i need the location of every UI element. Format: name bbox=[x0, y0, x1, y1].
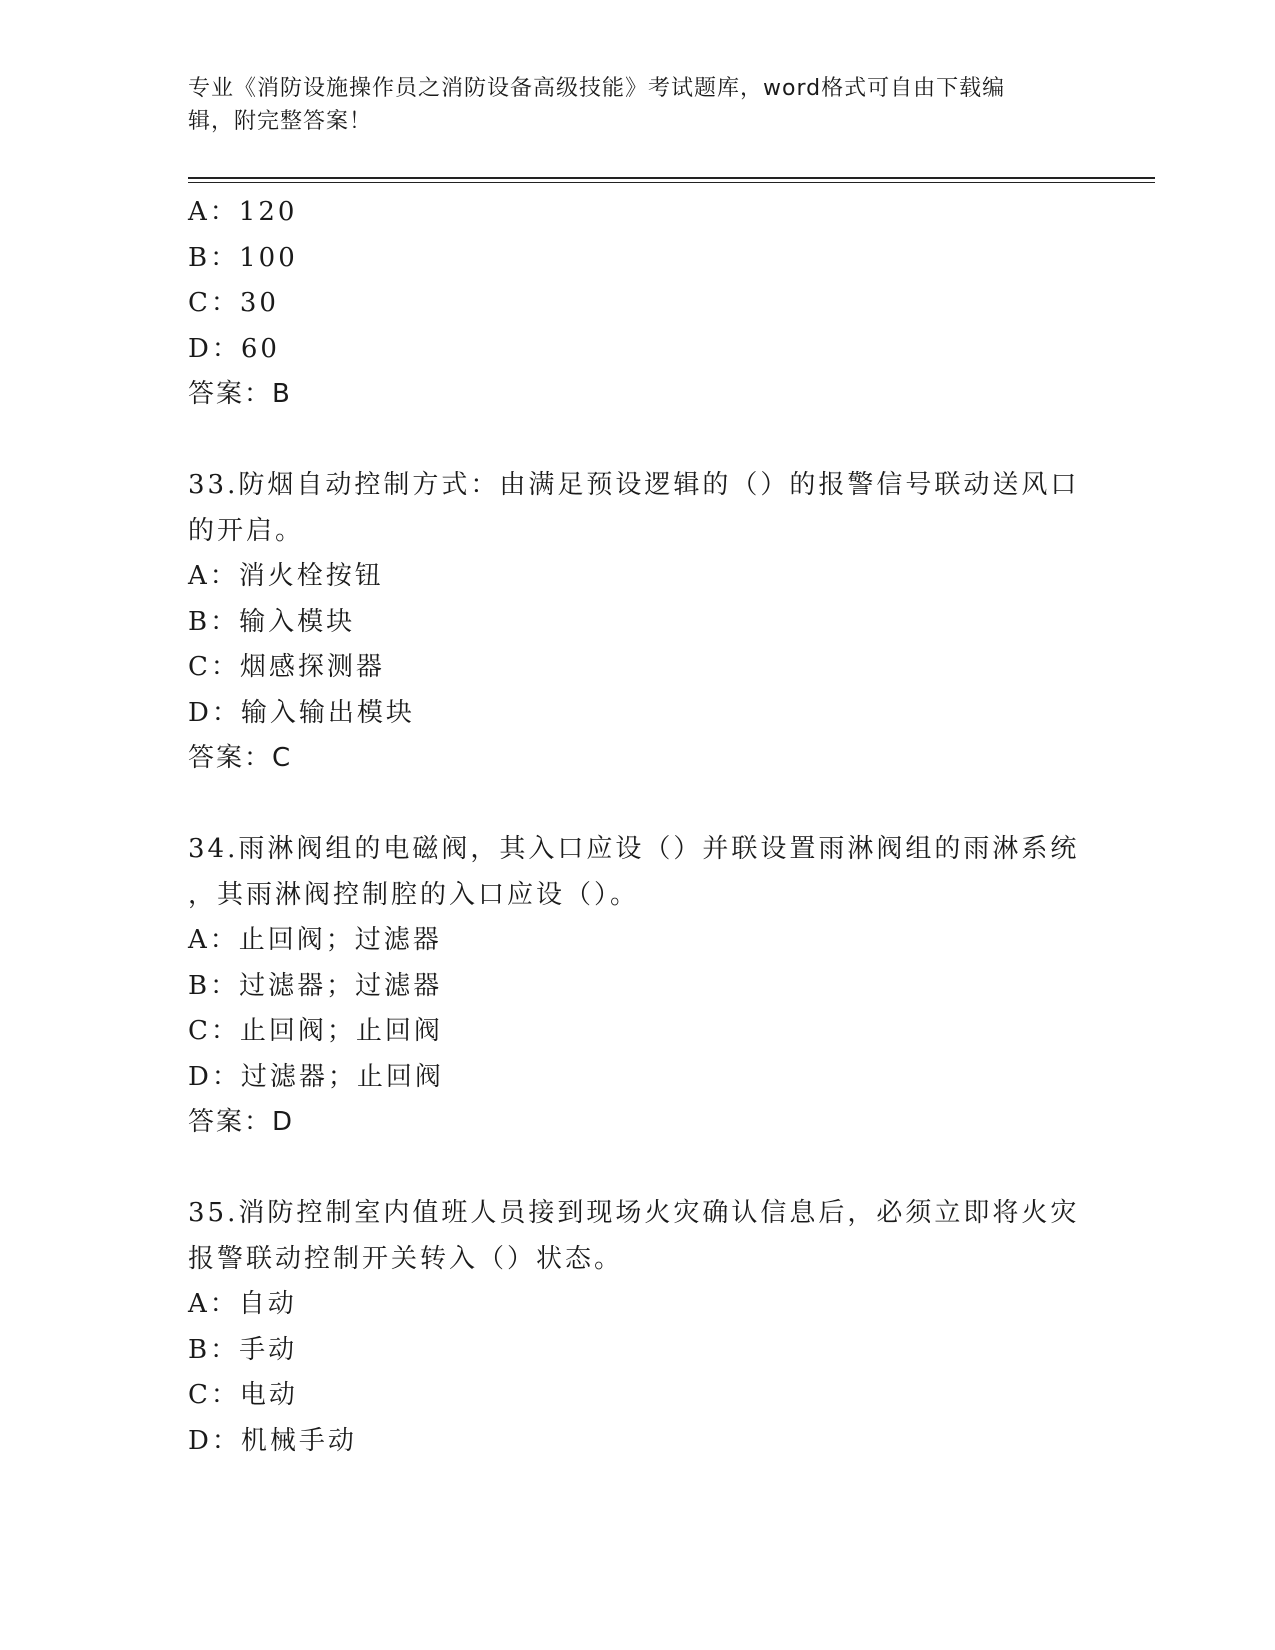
header-line-1: 专业《消防设施操作员之消防设备高级技能》考试题库，word格式可自由下载编 bbox=[188, 76, 1006, 101]
question-33 bbox=[188, 463, 1088, 782]
document-header bbox=[188, 72, 1068, 138]
option-d: D：过滤器；止回阀 bbox=[188, 1061, 444, 1092]
option-c: C：烟感探测器 bbox=[188, 652, 385, 682]
option-c: C：止回阀；止回阀 bbox=[188, 1016, 443, 1046]
question-35 bbox=[188, 1191, 1088, 1464]
option-d: D：输入输出模块 bbox=[188, 697, 415, 728]
option-b: B：100 bbox=[188, 242, 298, 273]
option-c: C：30 bbox=[188, 288, 279, 318]
spacer bbox=[188, 782, 1088, 828]
header-divider-thick bbox=[188, 177, 1155, 179]
option-c: C：电动 bbox=[188, 1380, 298, 1410]
option-b: B：手动 bbox=[188, 1334, 298, 1365]
question-stem-line-1: 33.防烟自动控制方式：由满足预设逻辑的（）的报警信号联动送风口 bbox=[188, 470, 1080, 500]
question-stem-line-2: 的开启。 bbox=[188, 515, 305, 546]
header-line-2: 辑，附完整答案！ bbox=[188, 109, 373, 134]
option-a: A：120 bbox=[188, 197, 298, 227]
option-a: A：消火栓按钮 bbox=[188, 561, 384, 591]
answer-label: 答案：B bbox=[188, 379, 292, 409]
question-stem-line-1: 34.雨淋阀组的电磁阀，其入口应设（）并联设置雨淋阀组的雨淋系统 bbox=[188, 834, 1080, 864]
question-stem-line-1: 35.消防控制室内值班人员接到现场火灾确认信息后，必须立即将火灾 bbox=[188, 1198, 1080, 1228]
question-stem-line-2: ，其雨淋阀控制腔的入口应设（）。 bbox=[188, 879, 640, 910]
option-d: D：机械手动 bbox=[188, 1425, 357, 1456]
option-b: B：过滤器；过滤器 bbox=[188, 970, 443, 1001]
answer-label: 答案：C bbox=[188, 743, 293, 773]
spacer bbox=[188, 1146, 1088, 1192]
option-d: D：60 bbox=[188, 333, 280, 364]
option-b: B：输入模块 bbox=[188, 606, 356, 637]
question-34 bbox=[188, 827, 1088, 1146]
question-32 bbox=[188, 190, 1088, 418]
answer-label: 答案：D bbox=[188, 1107, 295, 1137]
question-stem-line-2: 报警联动控制开关转入（）状态。 bbox=[188, 1243, 624, 1274]
question-list bbox=[188, 190, 1088, 1464]
option-a: A：自动 bbox=[188, 1289, 297, 1319]
spacer bbox=[188, 418, 1088, 464]
option-a: A：止回阀；过滤器 bbox=[188, 925, 442, 955]
header-divider-thin bbox=[188, 182, 1155, 183]
